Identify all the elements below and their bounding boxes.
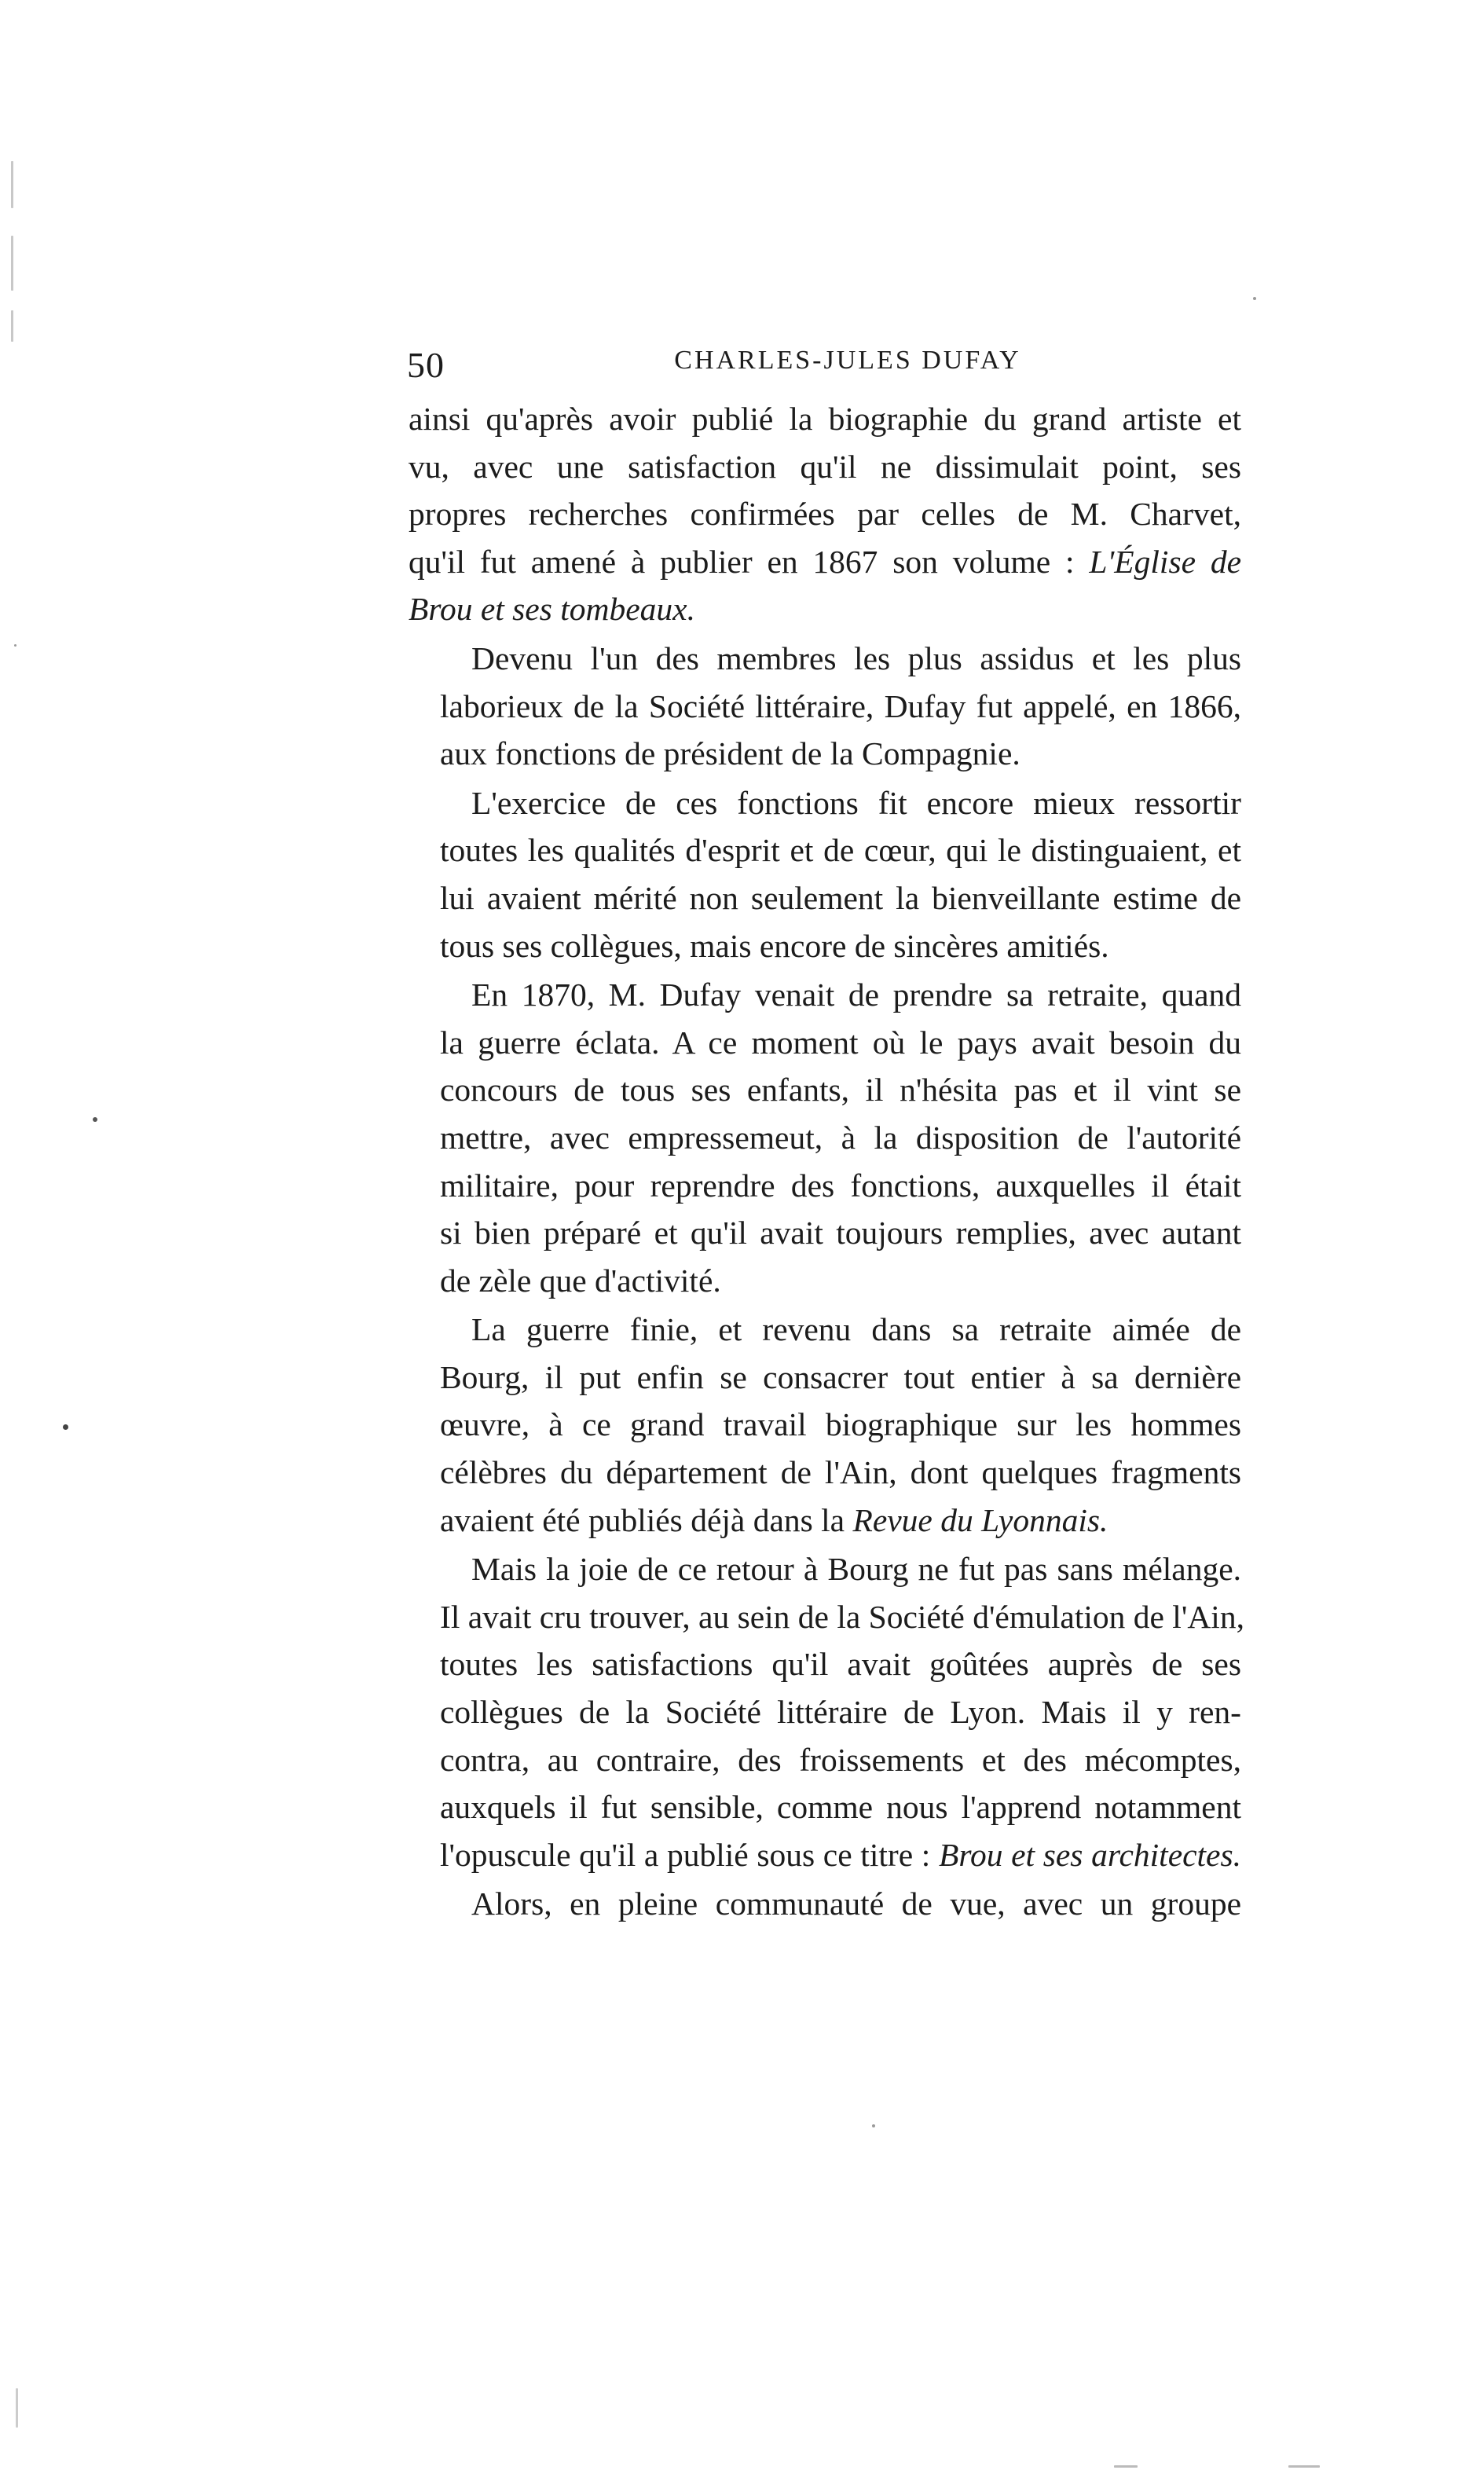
page-number: 50 [407,345,445,385]
text-line: Mais la joie de ce retour à Bourg ne fut pas sans mélange. [471,1551,1241,1588]
text-line: toutes les qualités d'esprit et de cœur, qui le distinguaient, et [440,832,1241,869]
text-line: Bourg, il put enfin se consacrer tout entier à sa dernière [440,1358,1241,1395]
text-line: L'exercice de ces fonctions fit encore mieux ressortir [471,784,1241,821]
text-line [409,585,1241,633]
speck [14,644,16,647]
text-line: célèbres du département de l'Ain, dont quelques fragments [440,1454,1241,1491]
text-line-with-title [409,538,1241,586]
speck [11,161,13,208]
italic-book-title: Brou et ses architectes. [939,1836,1242,1873]
text-line: collègues de la Société littéraire de Lyon. Mais il y ren- [440,1694,1241,1731]
paragraph-3 [409,779,1241,969]
speck [1253,297,1256,300]
text-line: concours de tous ses enfants, il n'hésita pas et il vint se [440,1072,1241,1109]
text-line: auxquels il fut sensible, comme nous l'apprend notamment [440,1789,1241,1826]
text-line: contra, au contraire, des froissements et des mécomptes, [440,1741,1241,1778]
text-line-with-title [409,1497,1241,1545]
speck [63,1424,68,1430]
text-line: militaire, pour reprendre des fonctions, auxquelles il était [440,1167,1241,1204]
text-line: vu, avec une satisfaction qu'il ne dissimulait point, ses [409,448,1241,485]
text-line: la guerre éclata. A ce moment où le pays avait besoin du [440,1024,1241,1061]
text-line: ainsi qu'après avoir publié la biographie du grand artiste et [409,401,1241,437]
paragraph-4 [409,971,1241,1304]
text-line: tous ses collègues, mais encore de sincères amitiés. [440,927,1109,964]
speck [1114,2465,1138,2468]
paragraph-2 [409,635,1241,778]
speck [11,310,13,342]
text-line: laborieux de la Société littéraire, Dufay fut appelé, en 1866, [440,687,1241,724]
text-line: œuvre, à ce grand travail biographique sur les hommes [440,1406,1241,1443]
paragraph-5 [409,1306,1241,1544]
running-title: CHARLES-JULES DUFAY [674,346,1021,375]
text-line: de zèle que d'activité. [440,1262,721,1299]
italic-book-title: Brou et ses tombeaux. [409,591,695,628]
text-line: l'opuscule qu'il a publié sous ce titre : [440,1836,931,1873]
running-head [407,338,1241,393]
body-text [409,395,1244,1929]
paragraph-1 [409,395,1241,633]
text-line: En 1870, M. Dufay venait de prendre sa retraite, quand [471,977,1241,1013]
speck [11,236,13,291]
speck [93,1117,97,1122]
text-line: Il avait cru trouver, au sein de la Société d'émulation de l'Ain, [440,1598,1244,1635]
speck [1288,2465,1320,2468]
text-line: Devenu l'un des membres les plus assidus et les plus [471,639,1241,676]
text-line: aux fonctions de président de la Compagnie. [440,735,1020,772]
text-line-with-title [409,1831,1241,1879]
speck [872,2124,875,2127]
text-line: toutes les satisfactions qu'il avait goûtées auprès de ses [440,1646,1241,1683]
text-line: lui avaient mérité non seulement la bienveillante estime de [440,879,1241,916]
italic-journal-title: Revue du Lyonnais. [852,1501,1108,1538]
speck [16,2388,18,2428]
italic-book-title: L'Église de [1089,543,1241,580]
text-line: si bien préparé et qu'il avait toujours remplies, avec autant [440,1215,1241,1251]
text-line: Alors, en pleine communauté de vue, avec un groupe [471,1885,1241,1922]
paragraph-7 [409,1880,1241,1928]
text-line: mettre, avec empressemeut, à la disposition de l'autorité [440,1119,1241,1156]
text-line: propres recherches confirmées par celles de M. Charvet, [409,496,1241,533]
text-line: qu'il fut amené à publier en 1867 son volume : [409,543,1075,580]
text-line: La guerre finie, et revenu dans sa retraite aimée de [471,1311,1241,1348]
text-line: avaient été publiés déjà dans la [440,1501,845,1538]
paragraph-6 [409,1545,1244,1878]
